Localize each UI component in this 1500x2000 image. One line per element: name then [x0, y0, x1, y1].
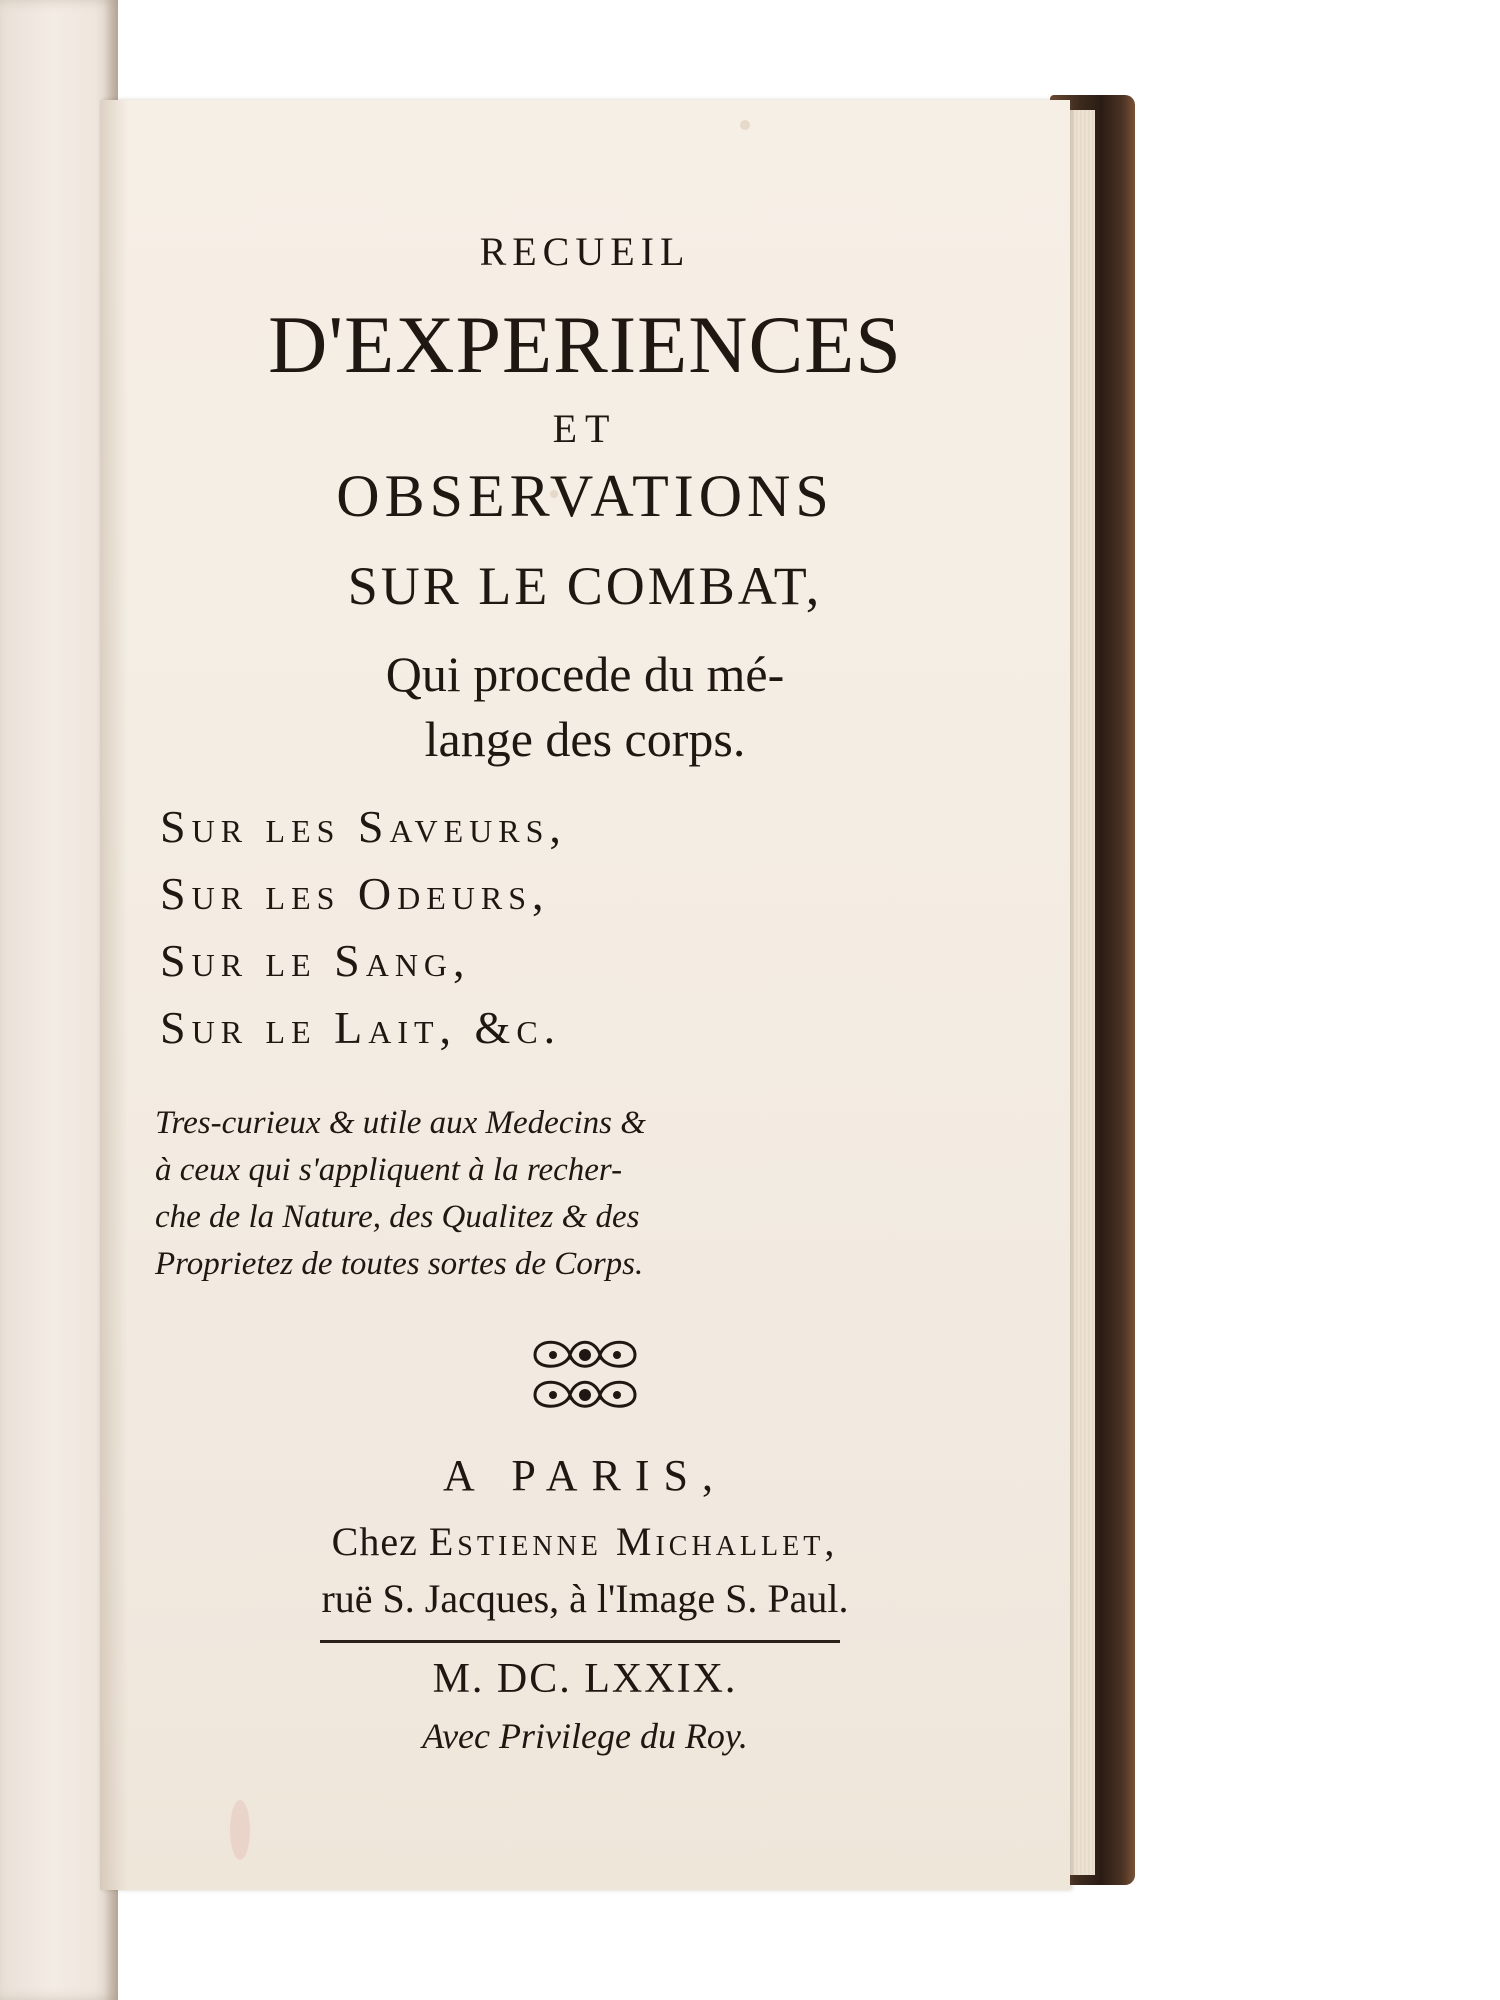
title-line-recueil: RECUEIL — [479, 229, 691, 274]
title-line-et: ET — [552, 406, 618, 451]
title-line-combat: SUR LE COMBAT, — [347, 556, 823, 616]
description-line-3: che de la Nature, des Qualitez & des — [155, 1199, 640, 1235]
subject-sang: Sur le Sang, — [160, 935, 471, 986]
subject-odeurs: Sur les Odeurs, — [160, 868, 550, 919]
description-line-2: à ceux qui s'appliquent à la recher- — [155, 1152, 623, 1188]
foxing-spot — [230, 1800, 250, 1860]
title-line-experiences: D'EXPERIENCES — [268, 299, 902, 390]
imprint-chez: Chez — [331, 1519, 418, 1564]
privilege-line: Avec Privilege du Roy. — [422, 1716, 748, 1756]
imprint-printer-line — [100, 1518, 1070, 1565]
imprint-printer: Estienne Michallet, — [428, 1519, 839, 1564]
imprint-date: M. DC. LXXIX. — [432, 1656, 738, 1702]
subtitle-line-2: lange des corps. — [424, 711, 746, 767]
foxing-spot — [740, 120, 750, 130]
fleuron-ornament-icon — [525, 1330, 645, 1420]
imprint-city: A PARIS, — [442, 1451, 728, 1500]
description-line-1: Tres-curieux & utile aux Medecins & — [155, 1105, 646, 1141]
imprint-address: ruë S. Jacques, à l'Image S. Paul. — [321, 1576, 849, 1621]
subject-saveurs: Sur les Saveurs, — [160, 801, 567, 852]
title-line-observations: OBSERVATIONS — [336, 463, 834, 529]
divider-rule — [320, 1640, 840, 1643]
title-page — [100, 100, 1070, 1890]
subtitle-line-1: Qui procede du mé- — [385, 646, 785, 702]
subject-lait: Sur le Lait, &c. — [160, 1002, 562, 1053]
description-line-4: Proprietez de toutes sortes de Corps. — [155, 1246, 644, 1282]
